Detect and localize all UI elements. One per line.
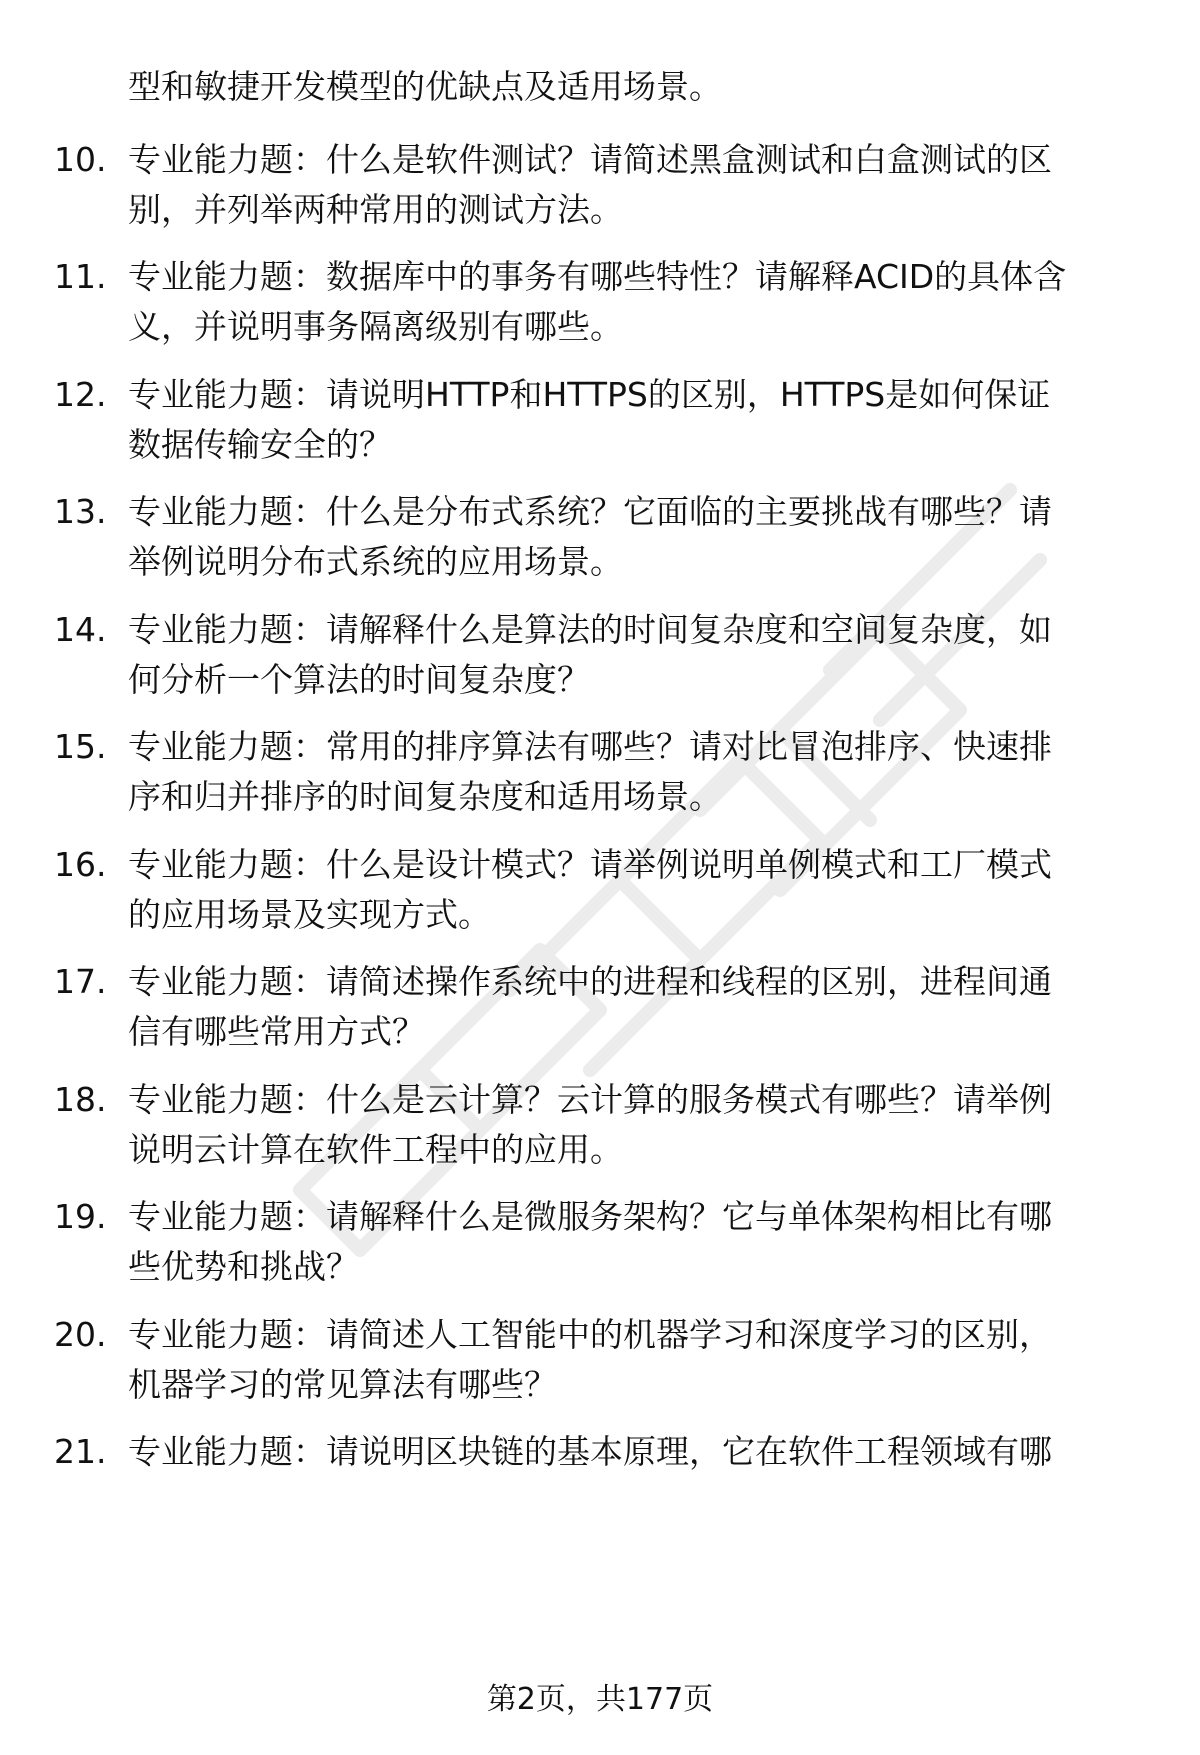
question-text-line: 机器学习的常见算法有哪些？ — [128, 1365, 557, 1404]
question-number: 18. — [54, 1080, 107, 1119]
continuation-text: 型和敏捷开发模型的优缺点及适用场景。 — [128, 67, 722, 106]
question-text-line: 专业能力题：什么是设计模式？请举例说明单例模式和工厂模式 — [128, 845, 1052, 884]
question-number: 11. — [54, 257, 107, 296]
question-number: 19. — [54, 1197, 107, 1236]
question-number: 21. — [54, 1432, 107, 1471]
question-text-line: 些优势和挑战？ — [128, 1247, 359, 1286]
question-number: 13. — [54, 492, 107, 531]
question-text-line: 的应用场景及实现方式。 — [128, 895, 491, 934]
question-text-line: 信有哪些常用方式？ — [128, 1012, 425, 1051]
question-text-line: 专业能力题：什么是分布式系统？它面临的主要挑战有哪些？请 — [128, 492, 1052, 531]
question-number: 16. — [54, 845, 107, 884]
question-text-line: 专业能力题：什么是软件测试？请简述黑盒测试和白盒测试的区 — [128, 140, 1052, 179]
question-text-line: 专业能力题：请说明区块链的基本原理，它在软件工程领域有哪 — [128, 1432, 1052, 1471]
question-text-line: 何分析一个算法的时间复杂度？ — [128, 660, 590, 699]
question-text-line: 举例说明分布式系统的应用场景。 — [128, 542, 623, 581]
question-text-line: 义，并说明事务隔离级别有哪些。 — [128, 307, 623, 346]
question-text-line: 说明云计算在软件工程中的应用。 — [128, 1130, 623, 1169]
page-footer: 第2页，共177页 — [486, 1682, 714, 1717]
question-number: 17. — [54, 962, 107, 1001]
question-text-line: 专业能力题：请解释什么是算法的时间复杂度和空间复杂度，如 — [128, 610, 1052, 649]
question-text-line: 数据传输安全的？ — [128, 425, 392, 464]
question-text-line: 专业能力题：请解释什么是微服务架构？它与单体架构相比有哪 — [128, 1197, 1052, 1236]
question-text-line: 专业能力题：什么是云计算？云计算的服务模式有哪些？请举例 — [128, 1080, 1052, 1119]
question-number: 10. — [54, 140, 107, 179]
question-text-line: 专业能力题：常用的排序算法有哪些？请对比冒泡排序、快速排 — [128, 727, 1052, 766]
question-text-line: 专业能力题：请简述人工智能中的机器学习和深度学习的区别， — [128, 1315, 1052, 1354]
question-number: 15. — [54, 727, 107, 766]
question-text-line: 序和归并排序的时间复杂度和适用场景。 — [128, 777, 722, 816]
question-text-line: 专业能力题：数据库中的事务有哪些特性？请解释ACID的具体含 — [128, 257, 1067, 296]
question-text-line: 别，并列举两种常用的测试方法。 — [128, 190, 623, 229]
question-number: 12. — [54, 375, 107, 414]
question-number: 20. — [54, 1315, 107, 1354]
question-number: 14. — [54, 610, 107, 649]
question-text-line: 专业能力题：请说明HTTP和HTTPS的区别，HTTPS是如何保证 — [128, 375, 1051, 414]
question-text-line: 专业能力题：请简述操作系统中的进程和线程的区别，进程间通 — [128, 962, 1052, 1001]
